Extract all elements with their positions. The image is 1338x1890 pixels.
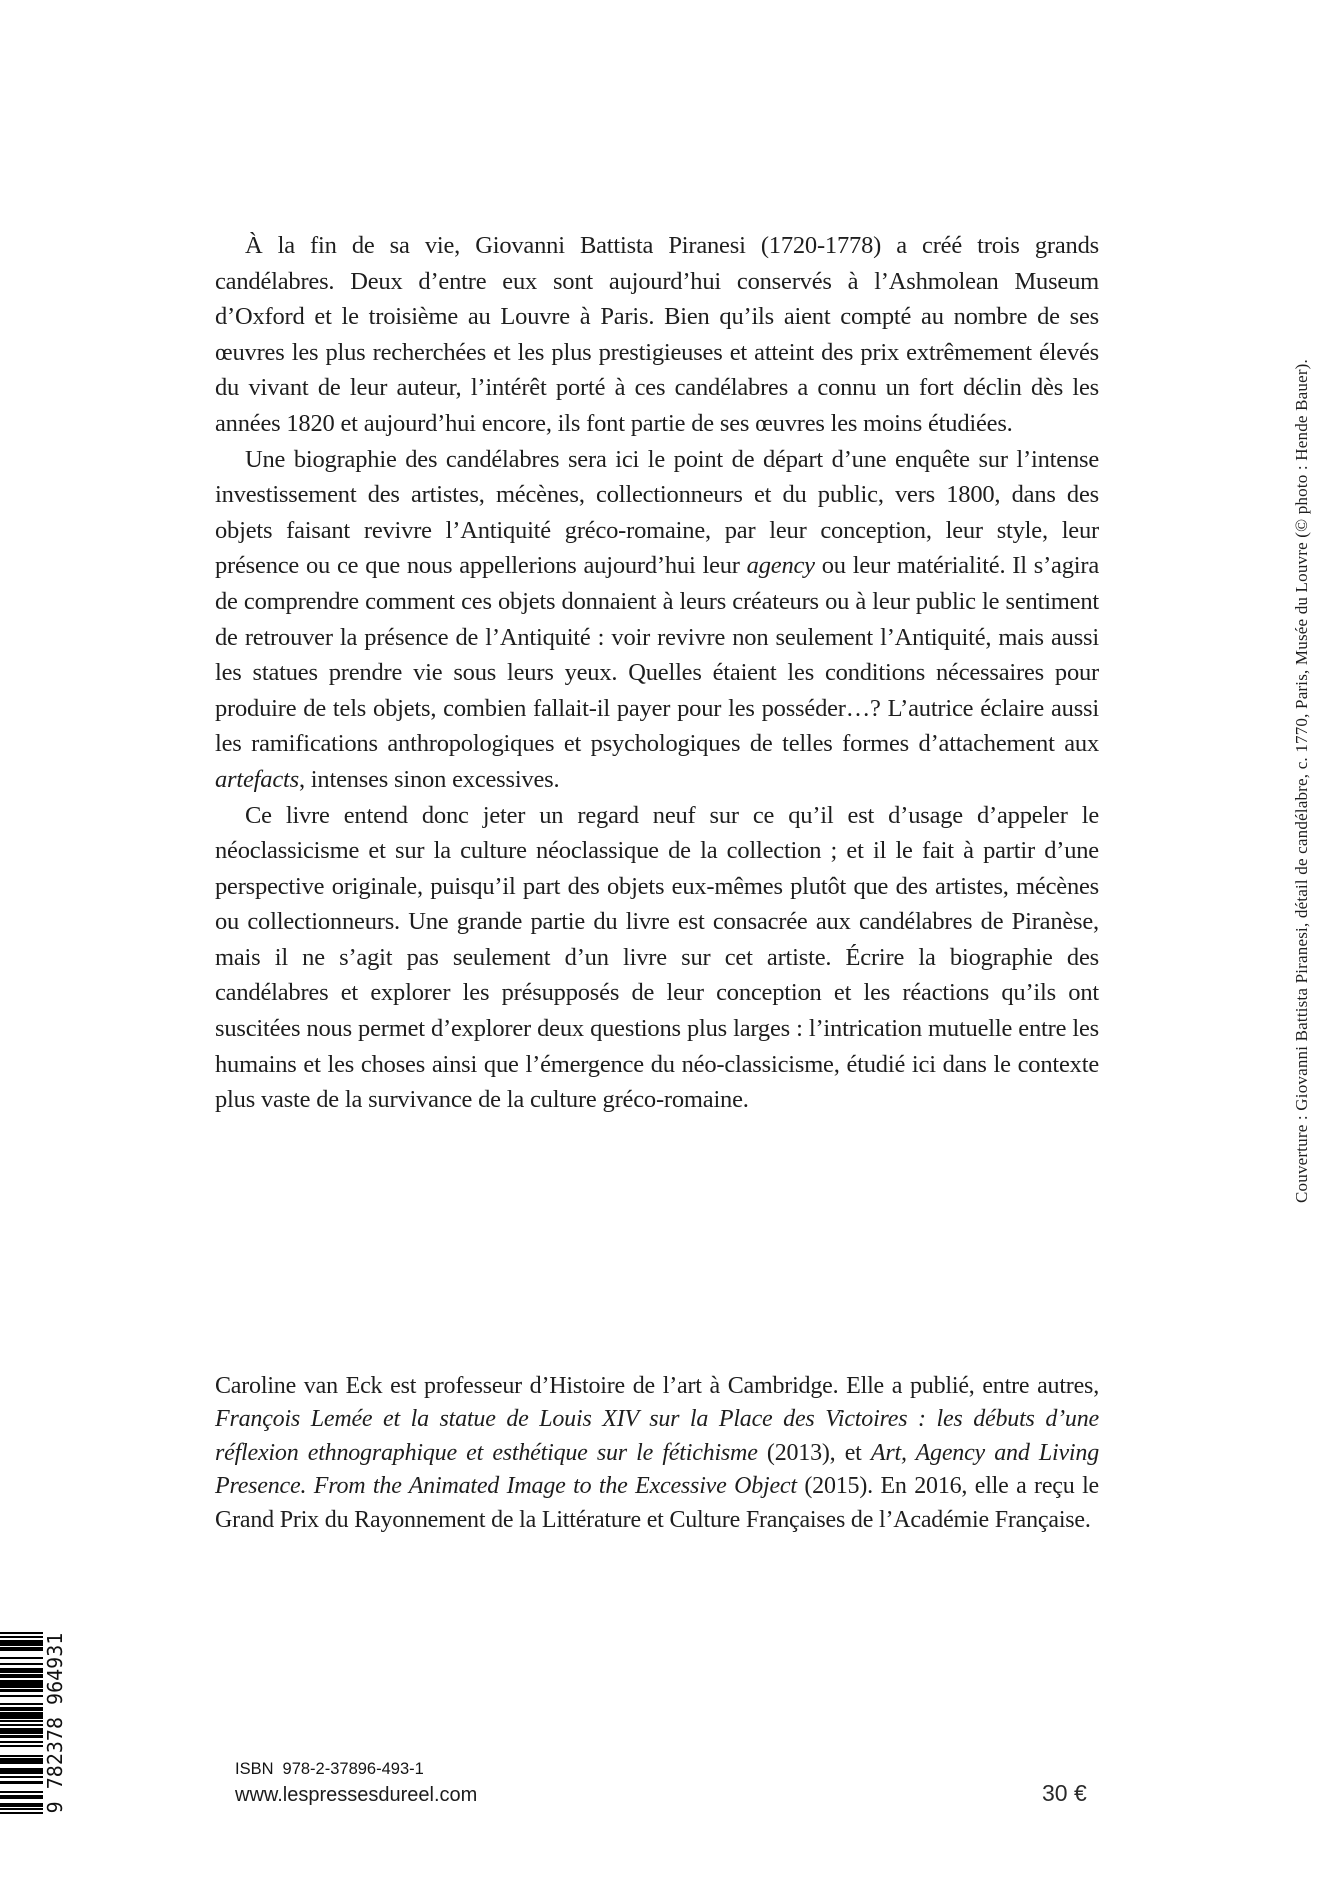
blurb-paragraph <box>215 798 1099 1118</box>
italic-text: agency <box>746 552 815 580</box>
plain-text: À la fin de sa vie, Giovanni Battista Piranesi (1720-1778) a créé trois grands candélabres. Deux d’entre eux sont aujourd’hui conservés à l’Ashmolean Museum d’Oxford et le troisième au Louvre à Paris. Bien qu’ils aient compté au nombre de ses œuvres les plus recherchées et les plus prestigieuses et atteint des prix extrêmement élevés du vivant de leur auteur, l’intérêt porté à ces candélabres a connu un fort déclin dès les années 1820 et aujourd’hui encore, ils font partie de ses œuvres les moins étudiées. <box>215 232 1099 437</box>
italic-text: artefacts <box>215 765 299 793</box>
barcode-bar <box>0 1768 46 1774</box>
barcode-bar <box>0 1647 46 1651</box>
blurb-paragraph <box>215 228 1099 442</box>
barcode-bar <box>0 1724 46 1726</box>
barcode-bar <box>0 1689 46 1691</box>
barcode-bar <box>0 1776 46 1778</box>
barcode-bar <box>0 1745 46 1747</box>
plain-text: , intenses sinon excessives. <box>298 765 560 793</box>
ean-barcode <box>0 1632 67 1814</box>
barcode-bar <box>0 1636 46 1638</box>
plain-text: (2013), et <box>757 1439 871 1466</box>
barcode-bar <box>0 1808 46 1810</box>
barcode-bar <box>0 1680 46 1688</box>
barcode-bar <box>0 1758 46 1764</box>
italic-text: François Lemée et la statue de Louis XIV sur la Place des Victoires : les débuts d’une réflexion ethnographique et esthétique sur le fétichisme <box>215 1406 1099 1466</box>
barcode-bar <box>0 1735 46 1737</box>
isbn-number: 978-2-37896-493-1 <box>282 1760 424 1778</box>
blurb <box>215 228 1099 1118</box>
publisher-website: www.lespressesdureel.com <box>235 1784 478 1806</box>
barcode-bar <box>0 1657 46 1659</box>
barcode-bar <box>0 1632 46 1634</box>
barcode-bar <box>0 1668 46 1672</box>
plain-text: ou leur matérialité. Il s’agira de comprendre comment ces objets donnaient à leurs créateurs ou à leur public le sentiment de retrouver la présence de l’Antiquité : voir revivre non seulement l’Antiquité, mais aussi les statues prendre vie sous leurs yeux. Quelles étaient les conditions nécessaires pour produire de tels objets, combien fallait-il payer pour les posséder…? L’autrice éclaire aussi les ramifications anthropologiques et psychologiques de telles formes d’attachement aux <box>215 552 1100 758</box>
barcode-bar <box>0 1791 46 1793</box>
barcode-bar <box>0 1720 46 1722</box>
plain-text: Caroline van Eck est professeur d’Histoire de l’art à Cambridge. Elle a publié, entre autres, <box>215 1373 1099 1399</box>
plain-text: Une biographie des candélabres sera ici le point de départ d’une enquête sur l’intense investissement des artistes, mécènes, collectionneurs et du public, vers 1800, dans des objets faisant revivre l’Antiquité gréco-romaine, par leur conception, leur style, leur présence ou ce que nous appellerions aujourd’hui leur <box>215 445 1099 580</box>
barcode-bars-icon <box>0 1632 46 1814</box>
barcode-bar <box>0 1781 46 1783</box>
barcode-bar <box>0 1707 46 1711</box>
isbn-label: ISBN <box>235 1760 274 1778</box>
cover-credit: Couverture : Giovanni Battista Piranesi, détail de candélabre, c. 1770, Paris, Musée du Louvre (© photo : Hende Bauer). <box>1292 359 1311 1203</box>
barcode-bar <box>0 1695 46 1697</box>
italic-text: Art, Agency and Living Presence. From the Animated Image to the Excessive Object <box>215 1439 1099 1500</box>
barcode-bar <box>0 1663 46 1665</box>
barcode-bar <box>0 1755 46 1757</box>
barcode-bar <box>0 1674 46 1678</box>
barcode-bar <box>0 1640 46 1646</box>
barcode-bar <box>0 1741 46 1743</box>
plain-text: (2015). En 2016, elle a reçu le Grand Prix du Rayonnement de la Littérature et Culture Françaises de l’Académie Française. <box>215 1473 1099 1533</box>
barcode-bar <box>0 1703 46 1705</box>
price: 30 € <box>1042 1780 1087 1806</box>
barcode-bar <box>0 1712 46 1718</box>
isbn-line <box>235 1760 424 1779</box>
author-bio <box>215 1370 1099 1537</box>
barcode-bar <box>0 1728 46 1734</box>
barcode-bar <box>0 1795 46 1799</box>
barcode-digits: 9 782378 964931 <box>43 1632 67 1814</box>
barcode-bar <box>0 1812 46 1814</box>
barcode-bar <box>0 1803 46 1807</box>
blurb-paragraph <box>215 442 1099 798</box>
plain-text: Ce livre entend donc jeter un regard neuf sur ce qu’il est d’usage d’appeler le néoclassicisme et sur la culture néoclassique de la collection ; et il le fait à partir d’une perspective originale, puisqu’il part des objets eux-mêmes plutôt que des artistes, mécènes ou collectionneurs. Une grande partie du livre est consacrée aux candélabres de Piranèse, mais il ne s’agit pas seulement d’un livre sur cet artiste. Écrire la biographie des candélabres et explorer les présupposés de leur conception et les réactions qu’ils ont suscitées nous permet d’explorer deux questions plus larges : l’intrication mutuelle entre les humains et les choses ainsi que l’émergence du néo-classicisme, étudié ici dans le contexte plus vaste de la survivance de la culture gréco-romaine. <box>215 801 1099 1114</box>
